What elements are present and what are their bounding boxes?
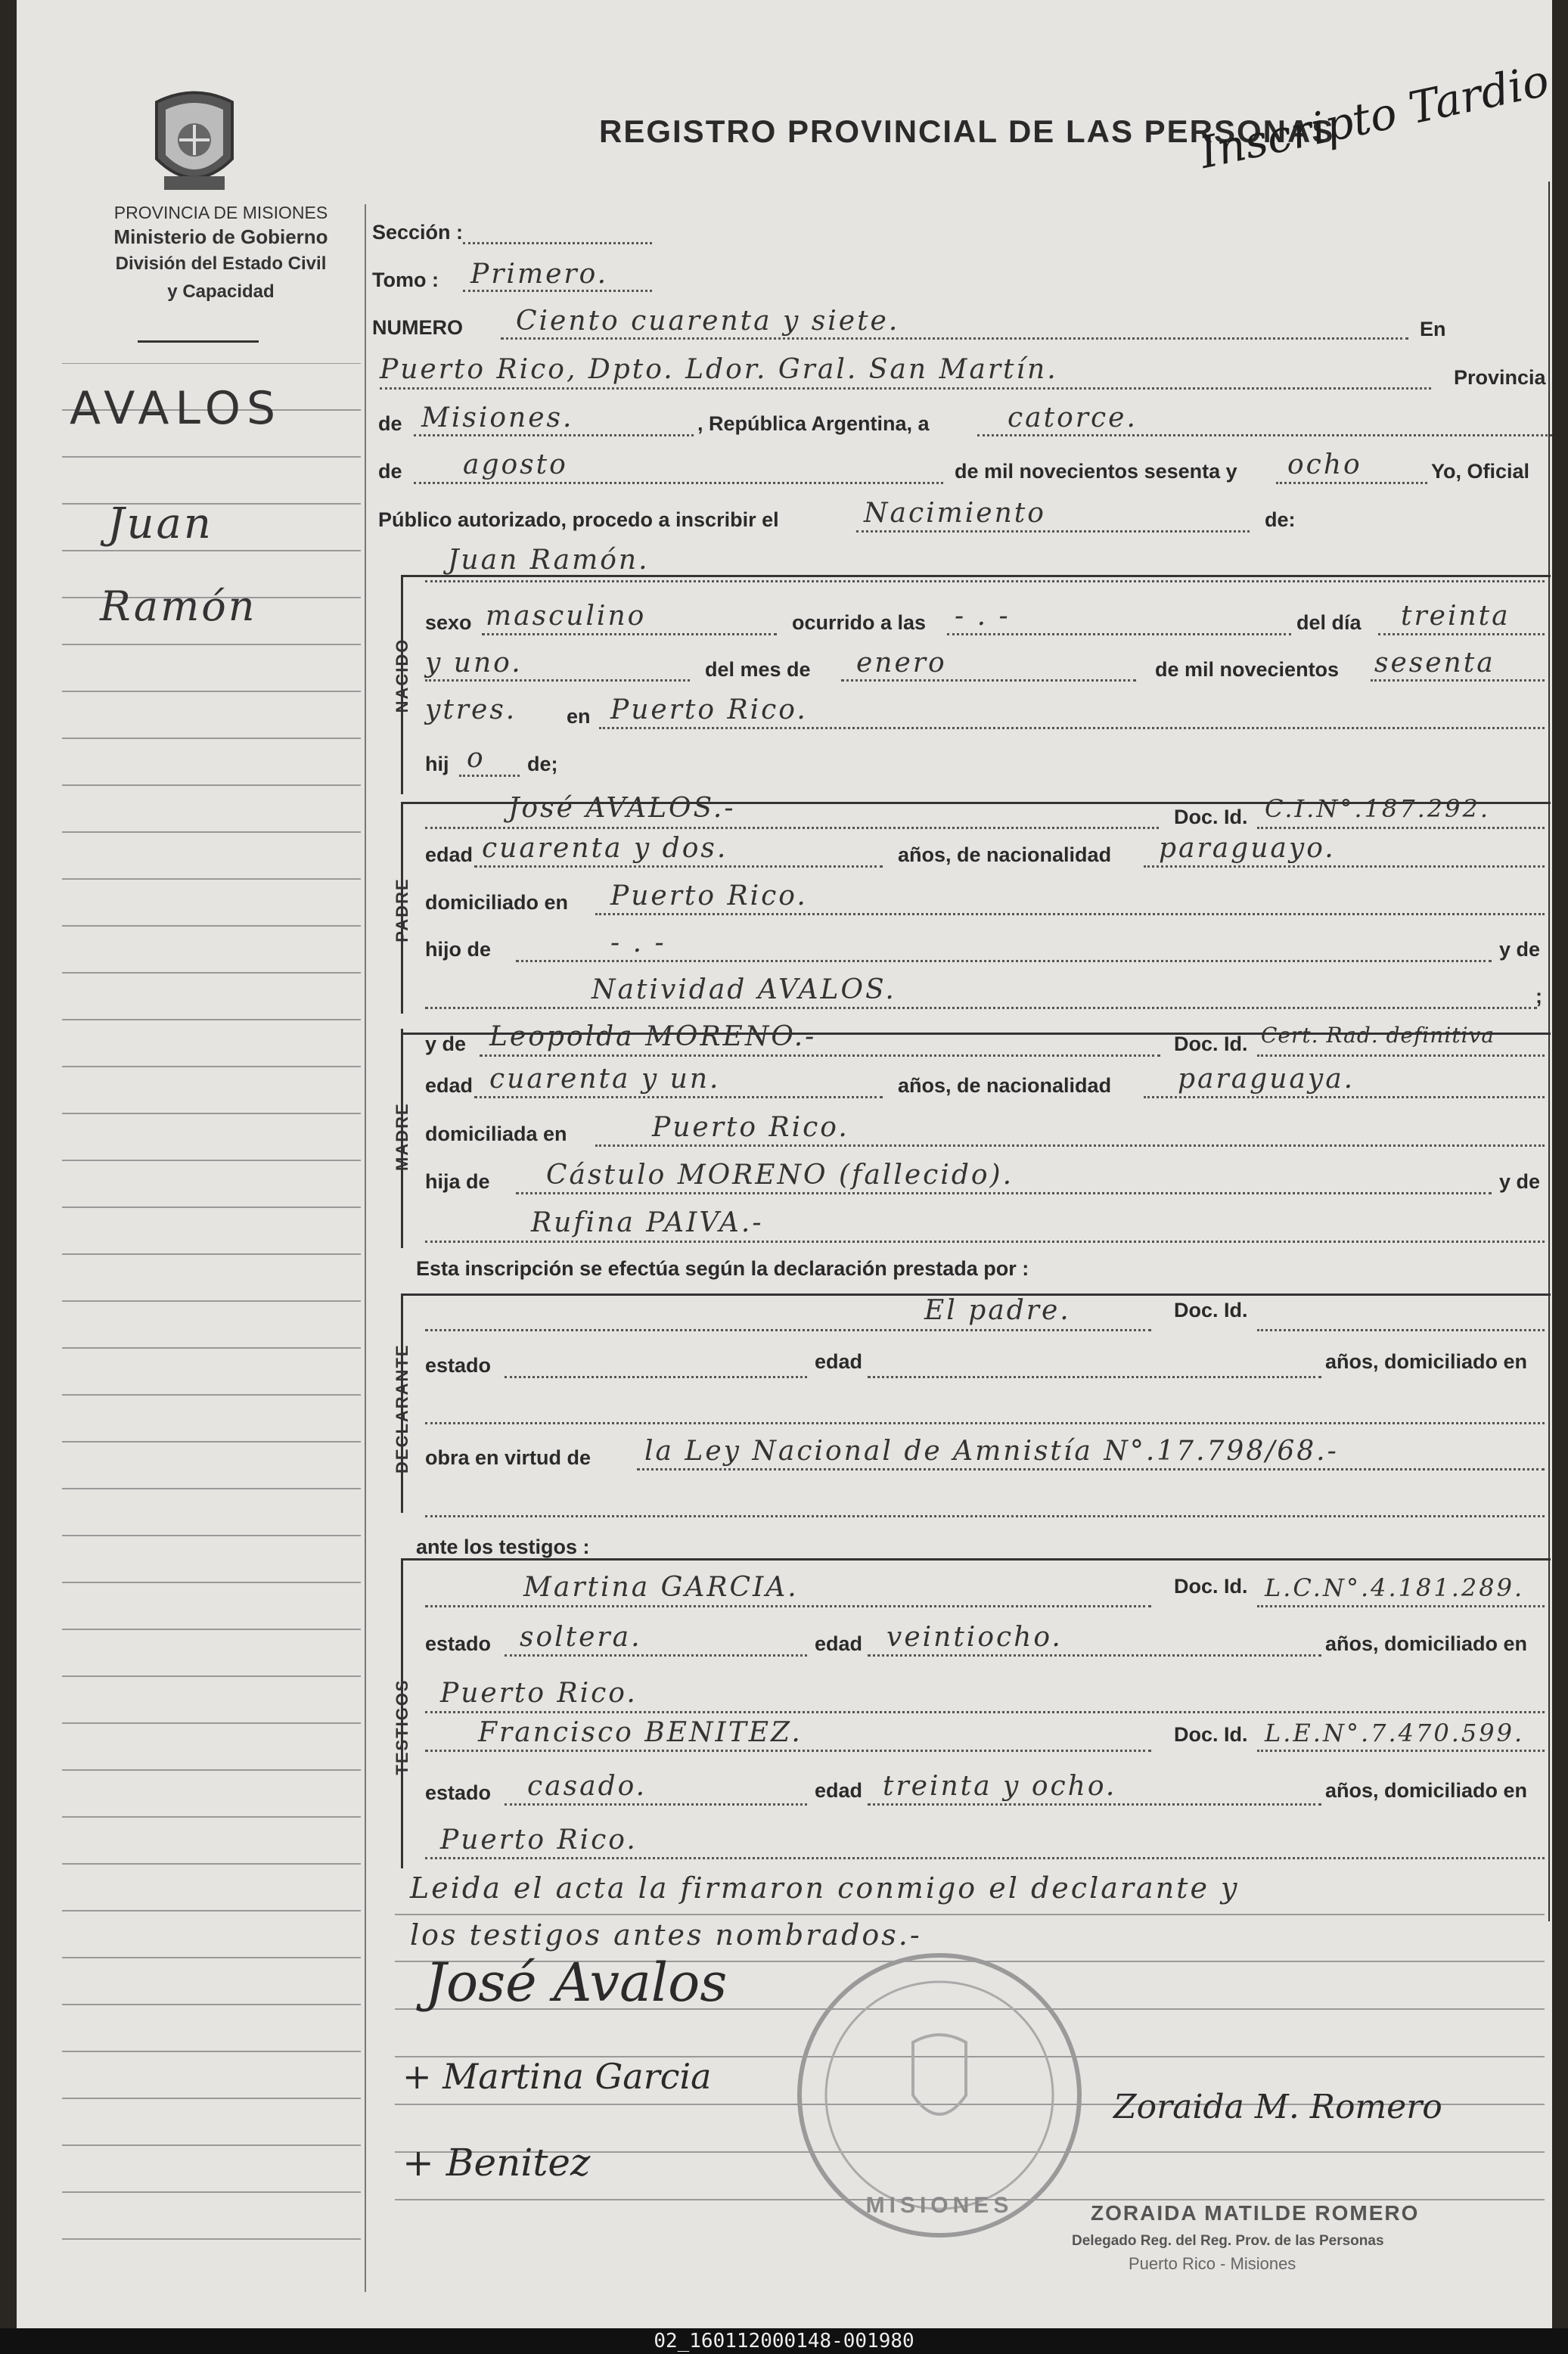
- padre-doc-value: C.I.N°.187.292.: [1265, 794, 1490, 823]
- closing-line-2: los testigos antes nombrados.-: [410, 1918, 922, 1952]
- coat-of-arms-emblem: [149, 87, 240, 197]
- testigo1-dom-line: [425, 1711, 1545, 1713]
- mes-nac-line: [841, 679, 1136, 682]
- testigo2-edad-label: edad: [815, 1779, 863, 1802]
- ministry-name: Ministerio de Gobierno: [113, 225, 328, 248]
- closing-rule-1: [395, 1914, 1545, 1915]
- de-mil-label: de mil novecientos sesenta y: [955, 460, 1237, 483]
- testigo1-edad-value: veintiocho.: [886, 1622, 1063, 1653]
- late-registration-annotation: Inscripto Tardio: [1195, 54, 1554, 179]
- margin-second-name: Ramón: [100, 582, 257, 630]
- division-name: División del Estado Civil: [115, 253, 327, 274]
- testigos-label: TESTIGOS: [393, 1679, 411, 1775]
- testigo2-estado-value: casado.: [527, 1771, 647, 1802]
- anio-nac-line: [1371, 679, 1545, 682]
- scan-file-id: 02_160112000148-001980: [654, 2330, 914, 2352]
- declarante-doc-line: [1257, 1329, 1545, 1331]
- declarante-edad-label: edad: [815, 1350, 863, 1373]
- seccion-line: [463, 242, 652, 244]
- del-mes-label: del mes de: [705, 658, 811, 681]
- obra-value: la Ley Nacional de Amnistía N°.17.798/68.-: [644, 1436, 1339, 1467]
- anio-nac-value-2: ytres.: [425, 694, 517, 725]
- de-label: de: [378, 412, 402, 435]
- padre-dom-line: [595, 913, 1545, 915]
- anio-nac-value: sesenta: [1374, 648, 1495, 679]
- signature-declarante: José Avalos: [425, 1952, 728, 2014]
- provincia-line: [414, 434, 694, 436]
- testigo1-estado-label: estado: [425, 1632, 492, 1655]
- testigo1-estado-value: soltera.: [520, 1622, 642, 1653]
- mes-value: agosto: [463, 449, 568, 480]
- tomo-value: Primero.: [470, 259, 609, 290]
- hij-label: hij: [425, 753, 449, 775]
- de-colon-label: de:: [1265, 508, 1296, 531]
- publico-label: Público autorizado, procedo a inscribir el: [378, 508, 779, 531]
- obra-line: [637, 1468, 1545, 1470]
- testigo2-line: [425, 1750, 1151, 1752]
- declarante-estado-label: estado: [425, 1354, 492, 1377]
- signature-oficial: Zoraida M. Romero: [1113, 2088, 1442, 2126]
- de-label-2: de: [378, 460, 402, 483]
- padre-edad-line: [474, 865, 883, 868]
- acto-line: [856, 530, 1250, 533]
- lugar-line: [380, 387, 1431, 390]
- esta-inscripcion-label: Esta inscripción se efectúa según la declaración prestada por :: [416, 1257, 1029, 1280]
- margin-ruled-lines: [62, 363, 380, 2300]
- padre-dom-label: domiciliado en: [425, 891, 569, 914]
- hij-line: [459, 775, 520, 777]
- declarante-label: DECLARANTE: [393, 1343, 411, 1474]
- declarante-edad-line: [868, 1376, 1321, 1378]
- provincia-value: Misiones.: [421, 402, 574, 433]
- padre-nac-label: años, de nacionalidad: [898, 843, 1112, 866]
- numero-line: [501, 337, 1408, 340]
- madre-dom-label: domiciliada en: [425, 1123, 567, 1145]
- declarante-dom-label: años, domiciliado en: [1325, 1350, 1528, 1373]
- madre-hija-de-value: Cástulo MORENO (fallecido).: [546, 1160, 1014, 1191]
- en-label: En: [1420, 318, 1446, 340]
- testigo2-doc-value: L.E.N°.7.470.599.: [1265, 1719, 1525, 1747]
- stamp-line-3: Puerto Rico - Misiones: [1129, 2254, 1296, 2273]
- margin-first-name: Juan: [107, 499, 213, 548]
- madre-nac-line: [1144, 1096, 1545, 1098]
- hijo-de-label: hijo de: [425, 938, 491, 961]
- page-title: REGISTRO PROVINCIAL DE LAS PERSONAS: [599, 113, 1335, 149]
- padre-edad-value: cuarenta y dos.: [482, 833, 728, 864]
- closing-line-1: Leida el acta la firmaron conmigo el declarante y: [410, 1871, 1240, 1905]
- dia-nac-2-line: [425, 679, 690, 682]
- signature-testigo-2: + Benitez: [402, 2141, 591, 2185]
- dia-nac-line: [1378, 633, 1545, 635]
- madre-dom-line: [595, 1144, 1545, 1147]
- dia-nac-value: treinta: [1401, 601, 1511, 632]
- madre-nombre-line: [480, 1054, 1160, 1057]
- mes-nac-value: enero: [856, 648, 947, 679]
- official-round-seal: [788, 1944, 1091, 2247]
- numero-value: Ciento cuarenta y siete.: [516, 306, 900, 337]
- padre-dom-value: Puerto Rico.: [610, 880, 808, 911]
- dia-value: catorce.: [1008, 402, 1138, 433]
- testigo1-line: [425, 1605, 1151, 1607]
- lugar-nac-line: [599, 727, 1545, 729]
- padre-doc-label: Doc. Id.: [1174, 806, 1248, 828]
- declarante-doc-label: Doc. Id.: [1174, 1299, 1248, 1321]
- testigo1-edad-label: edad: [815, 1632, 863, 1655]
- testigo2-dom-value: Puerto Rico.: [440, 1825, 638, 1856]
- ocurrido-label: ocurrido a las: [792, 611, 927, 634]
- testigo2-estado-label: estado: [425, 1781, 492, 1804]
- padre-nombre-value: José AVALOS.-: [508, 793, 736, 824]
- madre-nac-label: años, de nacionalidad: [898, 1074, 1112, 1097]
- madre-edad-line: [474, 1096, 883, 1098]
- padre-hijo-de-value: - . -: [610, 927, 666, 958]
- hijo-de-line: [516, 960, 1492, 962]
- document-page: [17, 0, 1552, 2328]
- declarante-line: [425, 1329, 1151, 1331]
- acto-value: Nacimiento: [864, 498, 1046, 529]
- testigo1-doc-line: [1257, 1605, 1545, 1607]
- padre-label: PADRE: [393, 877, 411, 943]
- madre-dom-value: Puerto Rico.: [652, 1112, 849, 1143]
- de-mil-nov-label: de mil novecientos: [1155, 658, 1340, 681]
- declarante-estado-line: [505, 1376, 807, 1378]
- madre-edad-label: edad: [425, 1074, 474, 1097]
- province-name: PROVINCIA DE MISIONES: [113, 203, 328, 222]
- mes-line: [414, 482, 943, 484]
- testigo1-estado-line: [505, 1654, 807, 1657]
- testigo2-doc-line: [1257, 1750, 1545, 1752]
- republica-label: , República Argentina, a: [697, 412, 930, 435]
- madre-nombre-value: Leopolda MORENO.-: [489, 1021, 817, 1052]
- nombre-value: Juan Ramón.: [448, 545, 650, 576]
- padre-madre-value: Natividad AVALOS.: [591, 974, 896, 1005]
- padre-madre-line: [425, 1007, 1537, 1009]
- testigo2-doc-label: Doc. Id.: [1174, 1723, 1248, 1746]
- testigo2-estado-line: [505, 1803, 807, 1806]
- sexo-label: sexo: [425, 611, 472, 634]
- stamp-line-2: Delegado Reg. del Reg. Prov. de las Personas: [1072, 2233, 1384, 2249]
- madre-nac-value: paraguaya.: [1178, 1064, 1355, 1095]
- testigo1-dom-value: Puerto Rico.: [440, 1678, 638, 1709]
- testigo1-doc-label: Doc. Id.: [1174, 1575, 1248, 1598]
- testigo2-edad-value: treinta y ocho.: [883, 1771, 1117, 1802]
- declarante-dom-line: [425, 1422, 1545, 1424]
- hija-de-line: [516, 1192, 1492, 1194]
- testigo2-dom-line: [425, 1857, 1545, 1859]
- numero-label: NUMERO: [372, 316, 463, 339]
- seccion-label: Sección :: [372, 221, 464, 244]
- madre-madre-line: [425, 1241, 1545, 1243]
- dia-nac-value-2: y uno.: [425, 648, 523, 679]
- nombre-line: [425, 580, 1545, 582]
- ministry-underline: [138, 340, 259, 343]
- en-lower-label: en: [567, 705, 591, 728]
- obra-label: obra en virtud de: [425, 1446, 591, 1469]
- hij-suffix: o: [467, 743, 486, 774]
- padre-y-de-label: y de: [1499, 938, 1541, 961]
- padre-semicolon: ;: [1535, 985, 1542, 1008]
- provincia-label: Provincia: [1454, 366, 1546, 389]
- padre-nac-value: paraguayo.: [1159, 833, 1336, 864]
- hija-de-label: hija de: [425, 1170, 490, 1193]
- sexo-line: [482, 633, 777, 635]
- hora-value: - . -: [955, 601, 1011, 632]
- madre-doc-value: Cert. Rad. definitiva: [1261, 1023, 1495, 1048]
- madre-edad-value: cuarenta y un.: [489, 1064, 721, 1095]
- margin-divider: [365, 204, 366, 2292]
- anio-line: [1276, 482, 1427, 484]
- padre-nac-line: [1144, 865, 1545, 868]
- lugar-value: Puerto Rico, Dpto. Ldor. Gral. San Martín.: [380, 354, 1058, 385]
- testigo1-dom-label: años, domiciliado en: [1325, 1632, 1528, 1655]
- testigo1-edad-line: [868, 1654, 1321, 1657]
- dia-line: [977, 434, 1552, 436]
- madre-madre-value: Rufina PAIVA.-: [531, 1207, 764, 1238]
- sexo-value: masculino: [486, 601, 647, 632]
- anio-value: ocho: [1287, 449, 1362, 480]
- hora-line: [947, 633, 1291, 635]
- tomo-label: Tomo :: [372, 269, 439, 291]
- right-border: [1548, 182, 1550, 1921]
- madre-doc-label: Doc. Id.: [1174, 1033, 1248, 1055]
- padre-edad-label: edad: [425, 843, 474, 866]
- de-semi-label: de;: [527, 753, 558, 775]
- testigo1-name: Martina GARCIA.: [523, 1572, 799, 1603]
- testigo2-edad-line: [868, 1803, 1321, 1806]
- nacido-label: NACIDO: [393, 638, 411, 713]
- signature-testigo-1: + Martina Garcia: [402, 2056, 712, 2097]
- division-name-2: y Capacidad: [167, 281, 275, 302]
- padre-doc-line: [1257, 827, 1545, 829]
- obra-line-2: [425, 1515, 1545, 1517]
- testigo2-name: Francisco BENITEZ.: [478, 1717, 803, 1748]
- yo-oficial-label: Yo, Oficial: [1431, 460, 1530, 483]
- madre-doc-line: [1257, 1054, 1545, 1057]
- padre-nombre-line: [425, 827, 1159, 829]
- ante-testigos-label: ante los testigos :: [416, 1536, 590, 1558]
- madre-label: MADRE: [393, 1102, 411, 1171]
- madre-y-de-label: y de: [425, 1033, 467, 1055]
- del-dia-label: del día: [1296, 611, 1362, 634]
- madre-y-de-2-label: y de: [1499, 1170, 1541, 1193]
- seal-text: MISIONES: [865, 2193, 1014, 2218]
- testigo1-doc-value: L.C.N°.4.181.289.: [1265, 1573, 1525, 1602]
- stamp-name: ZORAIDA MATILDE ROMERO: [1091, 2201, 1420, 2225]
- testigo2-dom-label: años, domiciliado en: [1325, 1779, 1528, 1802]
- tomo-line: [463, 290, 652, 292]
- declarante-value: El padre.: [924, 1295, 1071, 1326]
- margin-surname: AVALOS: [70, 382, 282, 435]
- lugar-nac-value: Puerto Rico.: [610, 694, 808, 725]
